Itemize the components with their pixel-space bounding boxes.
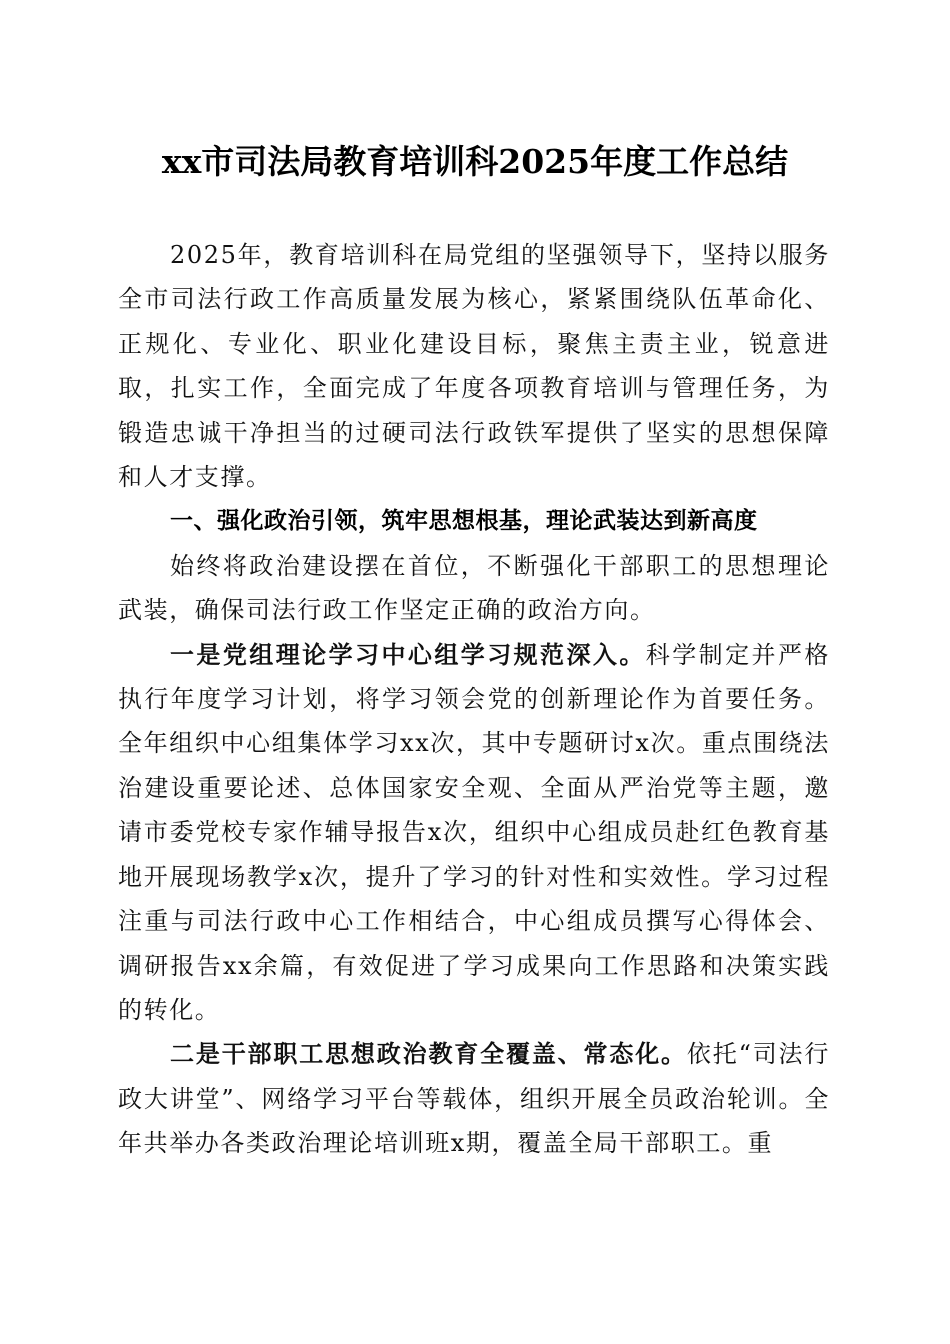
section-heading-1: 一、强化政治引领，筑牢思想根基，理论武装达到新高度: [170, 508, 758, 535]
document-title: xx市司法局教育培训科2025年度工作总结: [161, 142, 789, 181]
document-body: [118, 233, 830, 1166]
item-1-lead: 一是党组理论学习中心组学习规范深入。: [170, 639, 646, 669]
item-2-lead: 二是干部职工思想政治教育全覆盖、常态化。: [170, 1039, 687, 1069]
section-1-item-2-paragraph: [118, 1032, 830, 1165]
intro-paragraph: 2025年，教育培训科在局党组的坚强领导下，坚持以服务全市司法行政工作高质量发展为核心，紧紧围绕队伍革命化、正规化、专业化、职业化建设目标，聚焦主责主业，锐意进取，扎实工作，全面完成了年度各项教育培训与管理任务，为锻造忠诚干净担当的过硬司法行政铁军提供了坚实的思想保障和人才支撑。: [118, 241, 830, 492]
item-2-text: 依托“司法行政大讲堂”、网络学习平台等载体，组织开展全员政治轮训。全年共举办各类政治理论培训班x期，覆盖全局干部职工。重: [118, 1040, 831, 1158]
section-1-item-1-paragraph: [118, 633, 830, 1033]
item-1-text: 科学制定并严格执行年度学习计划，将学习领会党的创新理论作为首要任务。全年组织中心组集体学习xx次，其中专题研讨x次。重点围绕法治建设重要论述、总体国家安全观、全面从严治党等主题，邀请市委党校专家作辅导报告x次，组织中心组成员赴红色教育基地开展现场教学x次，提升了学习的针对性和实效性。学习过程注重与司法行政中心工作相结合，中心组成员撰写心得体会、调研报告xx余篇，有效促进了学习成果向工作思路和决策实践的转化。: [118, 640, 830, 1024]
section-1-intro-paragraph: 始终将政治建设摆在首位，不断强化干部职工的思想理论武装，确保司法行政工作坚定正确的政治方向。: [118, 551, 830, 625]
